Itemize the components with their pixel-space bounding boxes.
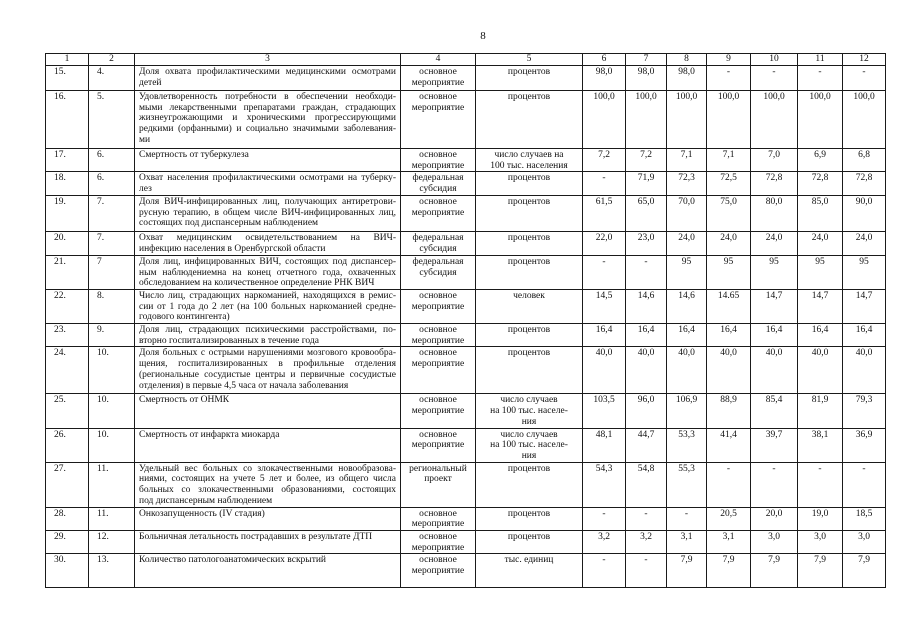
table-row: [46, 507, 886, 530]
value-cell-col-8: 95: [667, 255, 707, 289]
value-cell-col-11: 38,1: [798, 428, 843, 462]
row-number-cell: 28.: [46, 507, 89, 530]
unit-cell: процентов: [476, 324, 583, 347]
indicator-line: Доля ВИЧ-инфицированных лиц, получающих антиретрови-: [139, 196, 396, 207]
value-cell-col-11: 3,0: [798, 531, 843, 554]
unit-cell: процентов: [476, 195, 583, 231]
indicator-line: инфекцию населения в Оренбургской области: [139, 243, 326, 254]
event-type-cell: основное мероприятие: [401, 428, 476, 462]
indicator-cell: [135, 255, 401, 289]
unit-cell: процентов: [476, 66, 583, 91]
indicator-line: Количество патологоанатомических вскрытий: [139, 555, 327, 566]
value-cell-col-6: -: [583, 507, 626, 530]
indicator-line: ным наблюдениемна на конец отчетного года, охваченных: [139, 267, 396, 278]
unit-cell: процентов: [476, 531, 583, 554]
indicator-line: мыми лекарственными препаратами граждан, страдающих: [139, 102, 396, 113]
event-type-cell: основное мероприятие: [401, 149, 476, 172]
value-cell-col-12: 7,9: [843, 554, 886, 588]
event-type-cell: основное мероприятие: [401, 394, 476, 428]
table-row: [46, 289, 886, 323]
header-cell-5: 5: [476, 54, 583, 66]
value-cell-col-6: -: [583, 554, 626, 588]
unit-cell: число случаев на 100 тыс. населе- ния: [476, 428, 583, 462]
value-cell-col-10: 85,4: [751, 394, 798, 428]
indicator-cell: [135, 172, 401, 195]
value-cell-col-10: 72,8: [751, 172, 798, 195]
value-cell-col-12: 24,0: [843, 231, 886, 255]
value-cell-col-9: 7,9: [707, 554, 751, 588]
event-type-cell: основное мероприятие: [401, 324, 476, 347]
event-type-cell: федеральная субсидия: [401, 255, 476, 289]
indicator-line: Охват медицинским освидетельствованием на ВИЧ-: [139, 232, 396, 243]
unit-cell: человек: [476, 289, 583, 323]
indicator-line: лез: [139, 184, 152, 195]
indicator-line: состоящих под диспансерным наблюдением: [139, 218, 319, 229]
value-cell-col-10: 40,0: [751, 347, 798, 394]
value-cell-col-12: -: [843, 462, 886, 507]
header-cell-10: 10: [751, 54, 798, 66]
event-type-cell: основное мероприятие: [401, 507, 476, 530]
unit-cell: процентов: [476, 462, 583, 507]
indicator-cell: [135, 462, 401, 507]
indicator-line: (региональные сосудистые центры и первичные сосудистые: [139, 369, 396, 380]
indicator-line: детей: [139, 77, 162, 88]
table-row: [46, 531, 886, 554]
value-cell-col-7: 71,9: [626, 172, 667, 195]
value-cell-col-8: 14,6: [667, 289, 707, 323]
value-cell-col-7: 14,6: [626, 289, 667, 323]
section-number-cell: 6.: [89, 172, 135, 195]
section-number-cell: 9.: [89, 324, 135, 347]
table-row: [46, 324, 886, 347]
value-cell-col-7: 54,8: [626, 462, 667, 507]
value-cell-col-6: 7,2: [583, 149, 626, 172]
value-cell-col-10: 100,0: [751, 91, 798, 149]
table-body: [46, 66, 886, 588]
table-row: [46, 554, 886, 588]
value-cell-col-10: 3,0: [751, 531, 798, 554]
section-number-cell: 8.: [89, 289, 135, 323]
unit-cell: процентов: [476, 172, 583, 195]
value-cell-col-8: 70,0: [667, 195, 707, 231]
value-cell-col-9: 75,0: [707, 195, 751, 231]
value-cell-col-6: 40,0: [583, 347, 626, 394]
value-cell-col-10: 80,0: [751, 195, 798, 231]
value-cell-col-6: 14,5: [583, 289, 626, 323]
row-number-cell: 18.: [46, 172, 89, 195]
table-row: [46, 91, 886, 149]
indicator-cell: [135, 324, 401, 347]
row-number-cell: 21.: [46, 255, 89, 289]
row-number-cell: 15.: [46, 66, 89, 91]
header-cell-1: 1: [46, 54, 89, 66]
unit-cell: число случаев на 100 тыс. населе- ния: [476, 394, 583, 428]
indicator-line: Доля охвата профилактическими медицинскими осмотрами: [139, 67, 396, 77]
value-cell-col-8: 72,3: [667, 172, 707, 195]
value-cell-col-12: 36,9: [843, 428, 886, 462]
event-type-cell: основное мероприятие: [401, 66, 476, 91]
indicator-line: вторно госпитализированных в течение года: [139, 335, 319, 346]
unit-cell: процентов: [476, 91, 583, 149]
table-row: [46, 428, 886, 462]
value-cell-col-11: -: [798, 66, 843, 91]
row-number-cell: 23.: [46, 324, 89, 347]
section-number-cell: 4.: [89, 66, 135, 91]
value-cell-col-10: 95: [751, 255, 798, 289]
event-type-cell: основное мероприятие: [401, 347, 476, 394]
value-cell-col-7: -: [626, 507, 667, 530]
unit-cell: процентов: [476, 231, 583, 255]
value-cell-col-8: 106,9: [667, 394, 707, 428]
value-cell-col-11: 85,0: [798, 195, 843, 231]
value-cell-col-11: 72,8: [798, 172, 843, 195]
indicator-line: русную терапию, в общем числе ВИЧ-инфицированных лиц,: [139, 207, 396, 218]
indicator-line: Смертность от туберкулеза: [139, 150, 249, 160]
value-cell-col-12: 95: [843, 255, 886, 289]
value-cell-col-11: 95: [798, 255, 843, 289]
indicator-line: Удовлетворенность потребности в обеспечении необходи-: [139, 92, 396, 102]
value-cell-col-11: 14,7: [798, 289, 843, 323]
indicator-line: Число лиц, страдающих наркоманией, находящихся в ремис-: [139, 290, 396, 301]
value-cell-col-6: 3,2: [583, 531, 626, 554]
indicator-line: под диспансерным наблюдением: [139, 495, 273, 506]
value-cell-col-9: 3,1: [707, 531, 751, 554]
value-cell-col-7: 65,0: [626, 195, 667, 231]
indicator-line: обследованием на количественное определение РНК ВИЧ: [139, 278, 375, 289]
indicator-line: отделения) в первые 4,5 часа от начала заболевания: [139, 380, 349, 391]
value-cell-col-10: 24,0: [751, 231, 798, 255]
value-cell-col-6: 22,0: [583, 231, 626, 255]
value-cell-col-7: -: [626, 554, 667, 588]
value-cell-col-9: 88,9: [707, 394, 751, 428]
section-number-cell: 13.: [89, 554, 135, 588]
value-cell-col-8: -: [667, 507, 707, 530]
value-cell-col-10: -: [751, 66, 798, 91]
value-cell-col-7: 100,0: [626, 91, 667, 149]
value-cell-col-8: 16,4: [667, 324, 707, 347]
value-cell-col-6: 103,5: [583, 394, 626, 428]
value-cell-col-9: -: [707, 462, 751, 507]
indicator-cell: [135, 554, 401, 588]
indicator-line: щения, госпитализированных в профильные отделения: [139, 359, 396, 370]
table-row: [46, 462, 886, 507]
value-cell-col-12: 72,8: [843, 172, 886, 195]
value-cell-col-11: 16,4: [798, 324, 843, 347]
section-number-cell: 7.: [89, 195, 135, 231]
indicator-line: Смертность от ОНМК: [139, 395, 230, 406]
indicator-cell: [135, 91, 401, 149]
row-number-cell: 24.: [46, 347, 89, 394]
value-cell-col-8: 7,9: [667, 554, 707, 588]
table-row: [46, 394, 886, 428]
value-cell-col-8: 24,0: [667, 231, 707, 255]
value-cell-col-9: 16,4: [707, 324, 751, 347]
indicator-cell: [135, 231, 401, 255]
value-cell-col-9: 100,0: [707, 91, 751, 149]
value-cell-col-9: 72,5: [707, 172, 751, 195]
indicator-line: годового контингента): [139, 312, 230, 323]
indicator-line: больных со злокачественными образованиями, состоящих: [139, 485, 396, 496]
event-type-cell: основное мероприятие: [401, 531, 476, 554]
indicator-line: Охват населения профилактическими осмотрами на туберку-: [139, 173, 396, 184]
value-cell-col-8: 55,3: [667, 462, 707, 507]
table-row: [46, 347, 886, 394]
value-cell-col-9: 20,5: [707, 507, 751, 530]
value-cell-col-6: 98,0: [583, 66, 626, 91]
indicator-line: Доля больных с острыми нарушениями мозгового кровообра-: [139, 348, 396, 359]
indicator-cell: [135, 289, 401, 323]
row-number-cell: 19.: [46, 195, 89, 231]
section-number-cell: 10.: [89, 394, 135, 428]
value-cell-col-8: 7,1: [667, 149, 707, 172]
value-cell-col-7: 40,0: [626, 347, 667, 394]
value-cell-col-7: 23,0: [626, 231, 667, 255]
indicator-line: сии от 1 года до 2 лет (на 100 больных наркоманией средне-: [139, 301, 396, 312]
indicator-cell: [135, 507, 401, 530]
table-row: [46, 255, 886, 289]
section-number-cell: 7: [89, 255, 135, 289]
value-cell-col-6: 48,1: [583, 428, 626, 462]
header-cell-6: 6: [583, 54, 626, 66]
unit-cell: процентов: [476, 255, 583, 289]
value-cell-col-9: 14.65: [707, 289, 751, 323]
value-cell-col-10: 20,0: [751, 507, 798, 530]
unit-cell: процентов: [476, 347, 583, 394]
header-cell-3: 3: [135, 54, 401, 66]
table-row: [46, 172, 886, 195]
section-number-cell: 11.: [89, 507, 135, 530]
value-cell-col-9: 7,1: [707, 149, 751, 172]
value-cell-col-9: 24,0: [707, 231, 751, 255]
row-number-cell: 26.: [46, 428, 89, 462]
value-cell-col-12: 40,0: [843, 347, 886, 394]
value-cell-col-12: 90,0: [843, 195, 886, 231]
indicator-line: жизнеугрожающими и хроническими прогрессирующими: [139, 113, 396, 124]
indicator-line: ниями, состоящих на учете 5 лет и более, из общего числа: [139, 474, 396, 485]
row-number-cell: 22.: [46, 289, 89, 323]
indicators-table: [45, 53, 886, 588]
event-type-cell: федеральная субсидия: [401, 231, 476, 255]
unit-cell: число случаев на 100 тыс. населения: [476, 149, 583, 172]
header-cell-2: 2: [89, 54, 135, 66]
header-cell-9: 9: [707, 54, 751, 66]
value-cell-col-7: 44,7: [626, 428, 667, 462]
section-number-cell: 6.: [89, 149, 135, 172]
row-number-cell: 16.: [46, 91, 89, 149]
indicator-cell: [135, 195, 401, 231]
value-cell-col-6: 61,5: [583, 195, 626, 231]
indicator-line: Доля лиц, страдающих психическими расстройствами, по-: [139, 325, 396, 336]
value-cell-col-7: 98,0: [626, 66, 667, 91]
event-type-cell: основное мероприятие: [401, 195, 476, 231]
value-cell-col-9: 40,0: [707, 347, 751, 394]
value-cell-col-8: 53,3: [667, 428, 707, 462]
table-row: [46, 149, 886, 172]
value-cell-col-11: -: [798, 462, 843, 507]
header-cell-7: 7: [626, 54, 667, 66]
section-number-cell: 11.: [89, 462, 135, 507]
value-cell-col-7: 3,2: [626, 531, 667, 554]
value-cell-col-10: 7,9: [751, 554, 798, 588]
value-cell-col-10: 14,7: [751, 289, 798, 323]
event-type-cell: основное мероприятие: [401, 554, 476, 588]
value-cell-col-10: 39,7: [751, 428, 798, 462]
value-cell-col-12: -: [843, 66, 886, 91]
value-cell-col-8: 40,0: [667, 347, 707, 394]
value-cell-col-11: 6,9: [798, 149, 843, 172]
row-number-cell: 29.: [46, 531, 89, 554]
value-cell-col-7: -: [626, 255, 667, 289]
value-cell-col-9: 95: [707, 255, 751, 289]
value-cell-col-12: 16,4: [843, 324, 886, 347]
section-number-cell: 5.: [89, 91, 135, 149]
value-cell-col-12: 14,7: [843, 289, 886, 323]
table-row: [46, 195, 886, 231]
value-cell-col-11: 81,9: [798, 394, 843, 428]
value-cell-col-9: -: [707, 66, 751, 91]
value-cell-col-7: 7,2: [626, 149, 667, 172]
value-cell-col-8: 98,0: [667, 66, 707, 91]
value-cell-col-10: -: [751, 462, 798, 507]
event-type-cell: федеральная субсидия: [401, 172, 476, 195]
header-cell-12: 12: [843, 54, 886, 66]
row-number-cell: 17.: [46, 149, 89, 172]
value-cell-col-11: 19,0: [798, 507, 843, 530]
value-cell-col-12: 6,8: [843, 149, 886, 172]
indicator-line: Больничная летальность пострадавших в результате ДТП: [139, 532, 373, 543]
header-cell-4: 4: [401, 54, 476, 66]
indicator-line: Онкозапущенность (IV стадия): [139, 508, 265, 519]
value-cell-col-12: 100,0: [843, 91, 886, 149]
value-cell-col-12: 18,5: [843, 507, 886, 530]
row-number-cell: 30.: [46, 554, 89, 588]
section-number-cell: 7.: [89, 231, 135, 255]
table-row: [46, 231, 886, 255]
section-number-cell: 12.: [89, 531, 135, 554]
value-cell-col-11: 7,9: [798, 554, 843, 588]
indicator-line: Удельный вес больных со злокачественными новообразова-: [139, 463, 396, 474]
indicator-cell: [135, 149, 401, 172]
event-type-cell: основное мероприятие: [401, 289, 476, 323]
value-cell-col-6: -: [583, 255, 626, 289]
row-number-cell: 25.: [46, 394, 89, 428]
value-cell-col-12: 79,3: [843, 394, 886, 428]
header-row: [46, 54, 886, 66]
row-number-cell: 20.: [46, 231, 89, 255]
unit-cell: тыс. единиц: [476, 554, 583, 588]
value-cell-col-6: 54,3: [583, 462, 626, 507]
event-type-cell: региональный проект: [401, 462, 476, 507]
value-cell-col-6: 100,0: [583, 91, 626, 149]
value-cell-col-7: 16,4: [626, 324, 667, 347]
value-cell-col-11: 40,0: [798, 347, 843, 394]
indicator-line: редкими (орфанными) и социально значимыми заболевания-: [139, 124, 396, 135]
value-cell-col-8: 3,1: [667, 531, 707, 554]
row-number-cell: 27.: [46, 462, 89, 507]
unit-cell: процентов: [476, 507, 583, 530]
value-cell-col-9: 41,4: [707, 428, 751, 462]
indicator-cell: [135, 394, 401, 428]
indicator-line: ми: [139, 134, 151, 145]
indicator-cell: [135, 531, 401, 554]
indicator-cell: [135, 66, 401, 91]
value-cell-col-6: -: [583, 172, 626, 195]
value-cell-col-7: 96,0: [626, 394, 667, 428]
value-cell-col-11: 100,0: [798, 91, 843, 149]
section-number-cell: 10.: [89, 428, 135, 462]
indicator-line: Доля лиц, инфицированных ВИЧ, состоящих под диспансер-: [139, 256, 396, 267]
table-header: [46, 54, 886, 66]
value-cell-col-6: 16,4: [583, 324, 626, 347]
value-cell-col-11: 24,0: [798, 231, 843, 255]
value-cell-col-12: 3,0: [843, 531, 886, 554]
value-cell-col-10: 16,4: [751, 324, 798, 347]
header-cell-8: 8: [667, 54, 707, 66]
event-type-cell: основное мероприятие: [401, 91, 476, 149]
indicator-line: Смертность от инфаркта миокарда: [139, 429, 280, 440]
section-number-cell: 10.: [89, 347, 135, 394]
value-cell-col-8: 100,0: [667, 91, 707, 149]
indicator-cell: [135, 428, 401, 462]
page-number: 8: [480, 30, 486, 42]
header-cell-11: 11: [798, 54, 843, 66]
table-row: [46, 66, 886, 91]
indicator-cell: [135, 347, 401, 394]
value-cell-col-10: 7,0: [751, 149, 798, 172]
